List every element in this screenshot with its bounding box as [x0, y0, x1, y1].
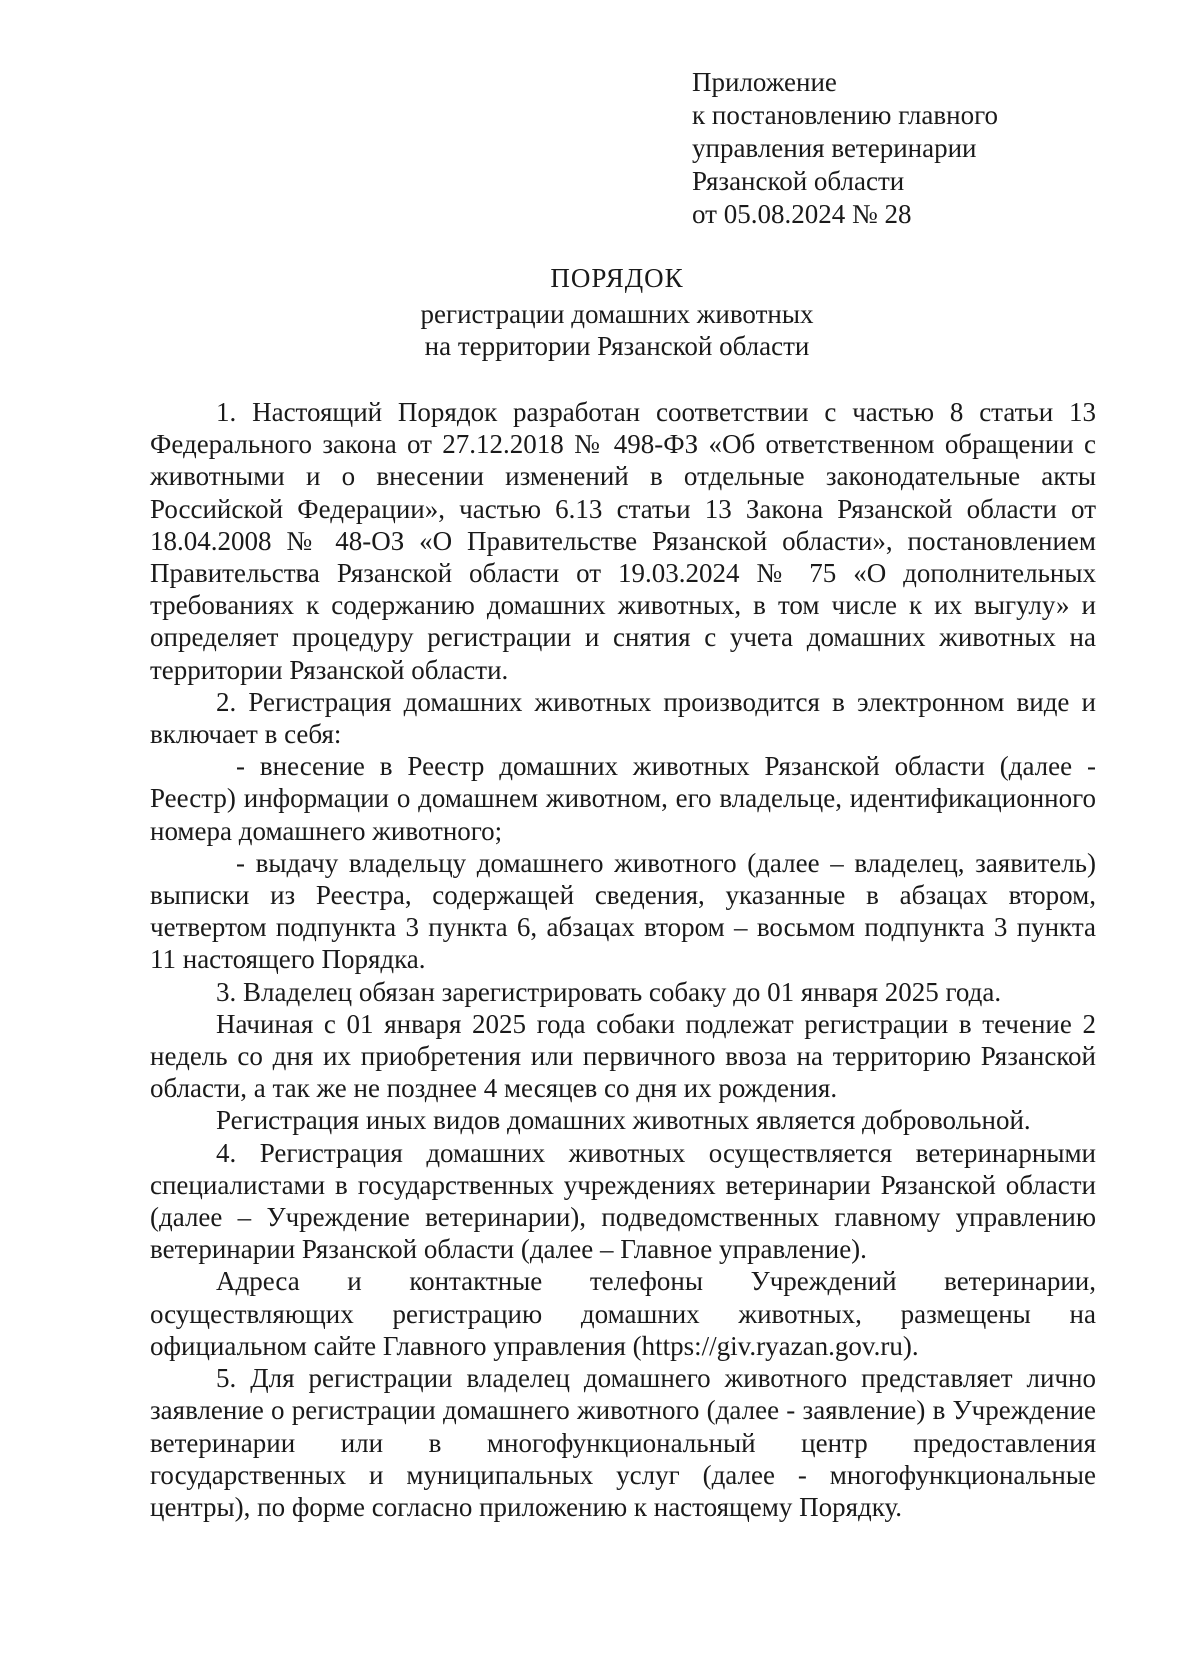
appendix-line: к постановлению главного: [692, 100, 998, 130]
appendix-header: [692, 66, 998, 231]
paragraph-2: 2. Регистрация домашних животных производится в электронном виде и включает в себя:: [150, 686, 1096, 750]
paragraph-4: 4. Регистрация домашних животных осуществляется ветеринарными специалистами в государственных учреждениях ветеринарии Рязанской области (далее – Учреждение ветеринарии), подведомственных главному управлению ветеринарии Рязанской области (далее – Главное управление).: [150, 1137, 1096, 1265]
paragraph-3-voluntary: Регистрация иных видов домашних животных является добровольной.: [216, 1105, 1031, 1136]
appendix-line: управления ветеринарии: [692, 133, 977, 163]
document-subtitle: [0, 298, 1200, 362]
document-title: ПОРЯДОК: [550, 263, 684, 293]
paragraph-4-addresses: Адреса и контактные телефоны Учреждений ветеринарии, осуществляющих регистрацию домашних животных, размещены на официальном сайте Главного управления (https://giv.ryazan.gov.ru).: [150, 1266, 1096, 1361]
list-item: - выдачу владельцу домашнего животного (далее – владелец, заявитель) выписки из Реестра, содержащей сведения, указанные в абзацах втором, четвертом подпункта 3 пункта 6, абзацах втором – восьмом подпункта 3 пункта 11 настоящего Порядка.: [150, 847, 1096, 975]
paragraph-5: 5. Для регистрации владелец домашнего животного представляет лично заявление о регистрации домашнего животного (далее - заявление) в Учреждение ветеринарии или в многофункциональный центр предоставления государственных и муниципальных услуг (далее - многофункциональные центры), по форме согласно приложению к настоящему Порядку.: [150, 1363, 1096, 1522]
appendix-line: Приложение: [692, 67, 837, 97]
list-item: - внесение в Реестр домашних животных Рязанской области (далее - Реестр) информации о домашнем животном, его владельце, идентификационного номера домашнего животного;: [150, 751, 1096, 846]
paragraph-1: 1. Настоящий Порядок разработан соответствии с частью 8 статьи 13 Федерального закона от 27.12.2018 № 498-ФЗ «Об ответственном обращении с животными и о внесении изменений в отдельные законодательные акты Российской Федерации», частью 6.13 статьи 13 Закона Рязанской области от 18.04.2008 № 48-ОЗ «О Правительстве Рязанской области», постановлением Правительства Рязанской области от 19.03.2024 № 75 «О дополнительных требованиях к содержанию домашних животных, в том числе к их выгулу» и определяет процедуру регистрации и снятия с учета домашних животных на территории Рязанской области.: [150, 397, 1096, 685]
paragraph-3-continued: Начиная с 01 января 2025 года собаки подлежат регистрации в течение 2 недель со дня их приобретения или первичного ввоза на территорию Рязанской области, а так же не позднее 4 месяцев со дня их рождения.: [150, 1008, 1096, 1104]
appendix-line: Рязанской области: [692, 166, 905, 196]
subtitle-line: регистрации домашних животных: [420, 299, 814, 329]
document-body: [150, 396, 1096, 1523]
appendix-line: от 05.08.2024 № 28: [692, 199, 912, 229]
subtitle-line: на территории Рязанской области: [424, 331, 810, 361]
paragraph-3: 3. Владелец обязан зарегистрировать собаку до 01 января 2025 года.: [216, 976, 1002, 1007]
